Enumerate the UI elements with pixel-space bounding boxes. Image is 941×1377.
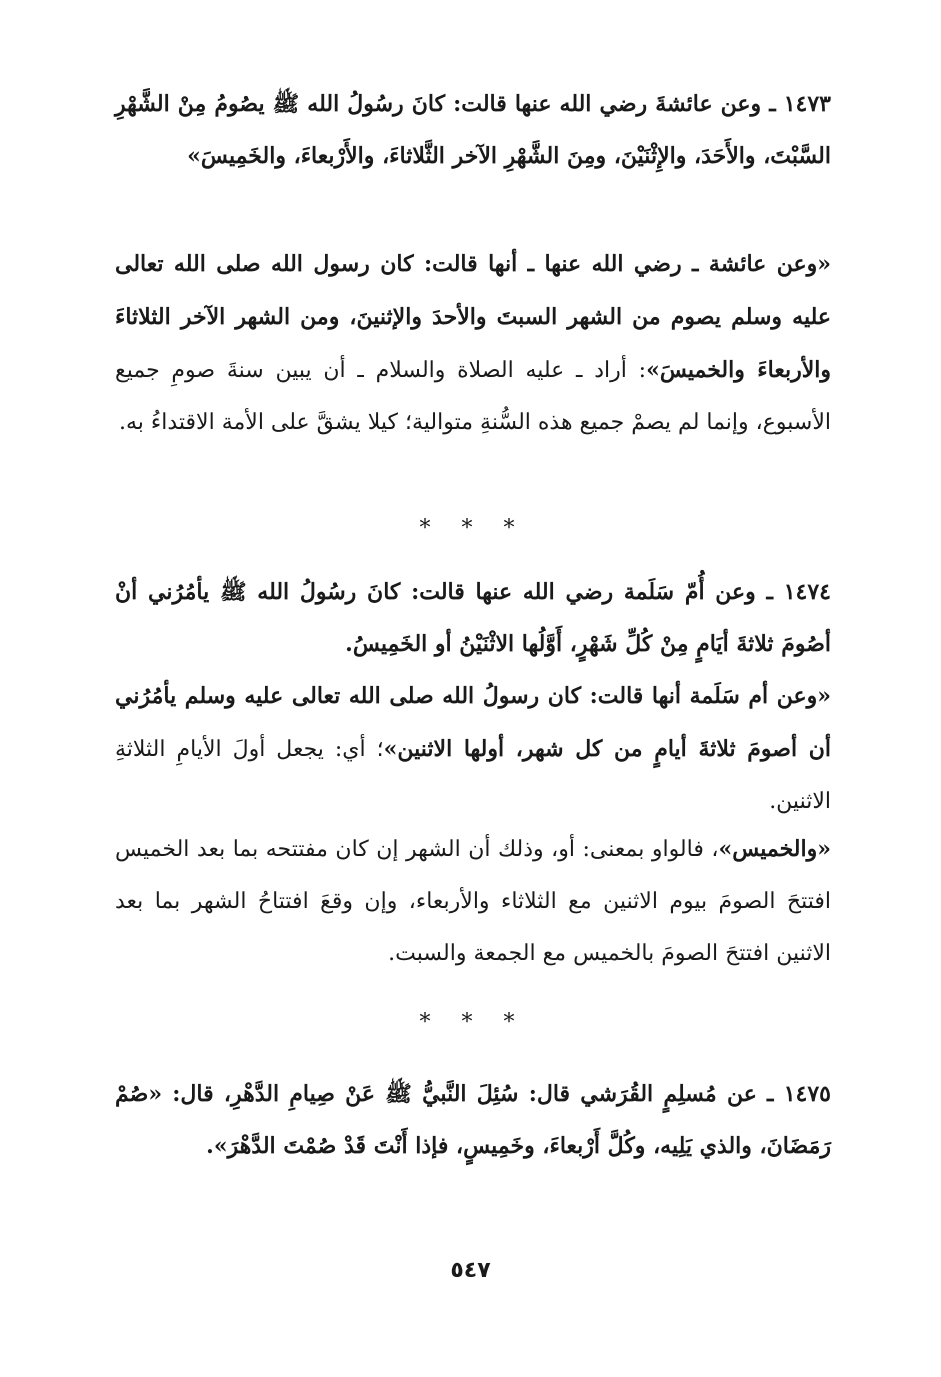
commentary-1474-continued <box>115 823 831 980</box>
commentary-quote: «وعن عائشة ـ رضي الله عنها ـ أنها قالت: كان رسول الله صلى الله تعالى عليه وسلم يصوم من الشهر السبتَ والأحدَ والإثنينَ، ومن الشهر الآخر الثلاثاءَ والأربعاءَ والخميسَ» <box>115 251 831 383</box>
page-number: ٥٤٧ <box>450 1258 491 1283</box>
hadith-1474: ١٤٧٤ ـ وعن أُمّ سَلَمة رضي الله عنها قالت: كانَ رسُولُ الله ﷺ يأمُرُني أنْ أصُومَ ثلاثةَ أيَامٍ مِنْ كُلِّ شَهْرٍ، أَوَّلُها الاثْنَيْنُ أو الخَمِيسُ. <box>115 579 831 657</box>
commentary-quote: «والخميس» <box>718 836 831 862</box>
section-separator: * * * <box>419 1010 527 1035</box>
commentary-quote: «وعن أم سَلَمة أنها قالت: كان رسولُ الله صلى الله تعالى عليه وسلم يأمُرُني أن أصومَ ثلاثةَ أيامٍ من كل شهر، أولها الاثنين» <box>115 683 831 762</box>
commentary-text: ، فالواو بمعنى: أو، وذلك أن الشهر إن كان مفتتحه بما بعد الخميس افتتحَ الصومَ بيوم الاثنين مع الثلاثاء والأربعاء، وإن وقعَ افتتاحُ الشهر بما بعد الاثنين افتتحَ الصومَ بالخميس مع الجمعة والسبت. <box>115 837 831 966</box>
commentary-1474 <box>115 670 831 828</box>
commentary-text: ؛ أي: يجعل أولَ الأيامِ الثلاثةِ الاثنين. <box>115 737 831 814</box>
commentary-1473 <box>115 238 831 449</box>
hadith-1475: ١٤٧٥ ـ عن مُسلِمٍ القُرَشي قال: سُئِلَ النَّبيُّ ﷺ عَنْ صِيامِ الدَّهْرِ، قال: «صُمْ رَمَضَانَ، والذي يَلِيه، وكُلَّ أَرْبعاءَ، وخَمِيسٍ، فإذا أَنْتَ قَدْ صُمْتَ الدَّهْرَ». <box>115 1081 831 1159</box>
commentary-text: : أراد ـ عليه الصلاة والسلام ـ أن يبين سنةَ صومِ جميع الأسبوع، وإنما لم يصمْ جميع هذه السُّنةِ متوالية؛ كيلا يشقَّ على الأمة الاقتداءُ به. <box>115 358 831 435</box>
section-separator: * * * <box>419 516 527 541</box>
hadith-1473: ١٤٧٣ ـ وعن عائشةَ رضي الله عنها قالت: كانَ رسُولُ الله ﷺ يصُومُ مِنْ الشَّهْرِ السَّبْتَ، والأَحَدَ، والإِثْنَيْنَ، ومِنَ الشَّهْرِ الآخر الثَّلاثاءَ، والأَرْبعاءَ، والخَمِيسَ» <box>115 91 831 169</box>
